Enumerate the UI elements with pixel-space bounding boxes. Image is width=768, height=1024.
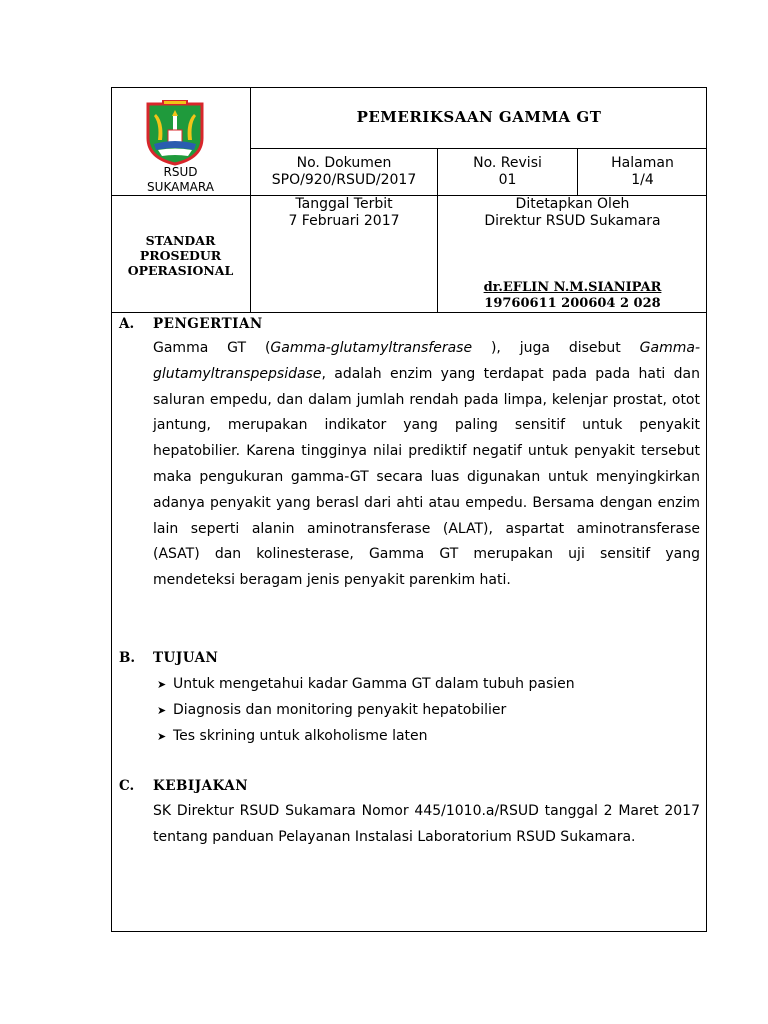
section-b-item-2 bbox=[157, 701, 506, 720]
section-a-letter: A. bbox=[119, 316, 135, 332]
page-title: PEMERIKSAAN GAMMA GT bbox=[356, 108, 602, 126]
page-value: 1/4 bbox=[631, 172, 654, 188]
section-a-text-mid: ), juga disebut bbox=[472, 340, 640, 356]
section-b-item-1 bbox=[157, 675, 575, 694]
section-a-text-italic2: Gamma-glutamyltranspepsidase bbox=[153, 340, 701, 382]
signer-name: dr.EFLIN N.M.SIANIPAR bbox=[483, 280, 662, 295]
approved-by-label: Ditetapkan Oleh bbox=[515, 196, 630, 212]
signer-nip: 19760611 200604 2 028 bbox=[484, 296, 661, 311]
issue-date-label: Tanggal Terbit bbox=[295, 196, 393, 212]
section-a-text-italic1: Gamma-glutamyltransferase bbox=[270, 340, 473, 356]
divider-title-bottom bbox=[250, 148, 707, 149]
hospital-name-line1: RSUD bbox=[163, 165, 198, 179]
page-label: Halaman bbox=[611, 155, 674, 171]
doc-number-value: SPO/920/RSUD/2017 bbox=[271, 172, 417, 188]
section-a-text-pre: Gamma GT ( bbox=[153, 340, 271, 356]
section-b-item-text: Diagnosis dan monitoring penyakit hepatobilier bbox=[173, 702, 507, 718]
revision-value: 01 bbox=[498, 172, 517, 188]
section-b-item-text: Tes skrining untuk alkoholisme laten bbox=[173, 728, 428, 744]
section-a-title: PENGERTIAN bbox=[153, 316, 263, 332]
approved-by-value: Direktur RSUD Sukamara bbox=[484, 213, 661, 229]
issue-date-value: 7 Februari 2017 bbox=[288, 213, 400, 229]
revision-label: No. Revisi bbox=[473, 155, 542, 171]
sop-label-line3: OPERASIONAL bbox=[127, 263, 234, 278]
arrow-bullet-icon: ➤ bbox=[157, 678, 167, 691]
section-b-title: TUJUAN bbox=[153, 650, 219, 666]
section-c-letter: C. bbox=[119, 778, 135, 794]
section-c-paragraph: SK Direktur RSUD Sukamara Nomor 445/1010.a/RSUD tanggal 2 Maret 2017 tentang panduan Pelayanan Instalasi Laboratorium RSUD Sukamara. bbox=[153, 803, 700, 845]
section-c-title: KEBIJAKAN bbox=[153, 778, 249, 794]
sop-label-line1: STANDAR bbox=[145, 233, 216, 248]
arrow-bullet-icon: ➤ bbox=[157, 704, 167, 717]
hospital-name-line2: SUKAMARA bbox=[147, 180, 214, 194]
section-a-paragraph bbox=[153, 336, 700, 594]
sop-label-line2: PROSEDUR bbox=[139, 248, 222, 263]
section-b-letter: B. bbox=[119, 650, 136, 666]
section-b-item-3 bbox=[157, 727, 428, 746]
section-b-item-text: Untuk mengetahui kadar Gamma GT dalam tubuh pasien bbox=[173, 676, 575, 692]
doc-number-label: No. Dokumen bbox=[296, 155, 392, 171]
hospital-logo-icon bbox=[144, 100, 206, 166]
section-a-text-post: , adalah enzim yang terdapat pada pada hati dan saluran empedu, dan dalam jumlah rendah pada limpa, kelenjar prostat, otot jantung, merupakan indikator yang paling sensitif untuk penyakit hepatobilier. Karena tingginya nilai prediktif negatif untuk penyakit tersebut maka pengukuran gamma-GT secara luas digunakan untuk menyingkirkan adanya penyakit yang berasl dari ahti atau empedu. Bersama dengan enzim lain seperti alanin aminotransferase (ALAT), aspartat aminotransferase (ASAT) dan kolinesterase, Gamma GT merupakan uji sensitif yang mendeteksi beragam jenis penyakit parenkim hati. bbox=[153, 365, 700, 589]
divider-header-bottom bbox=[111, 312, 707, 313]
arrow-bullet-icon: ➤ bbox=[157, 730, 167, 743]
